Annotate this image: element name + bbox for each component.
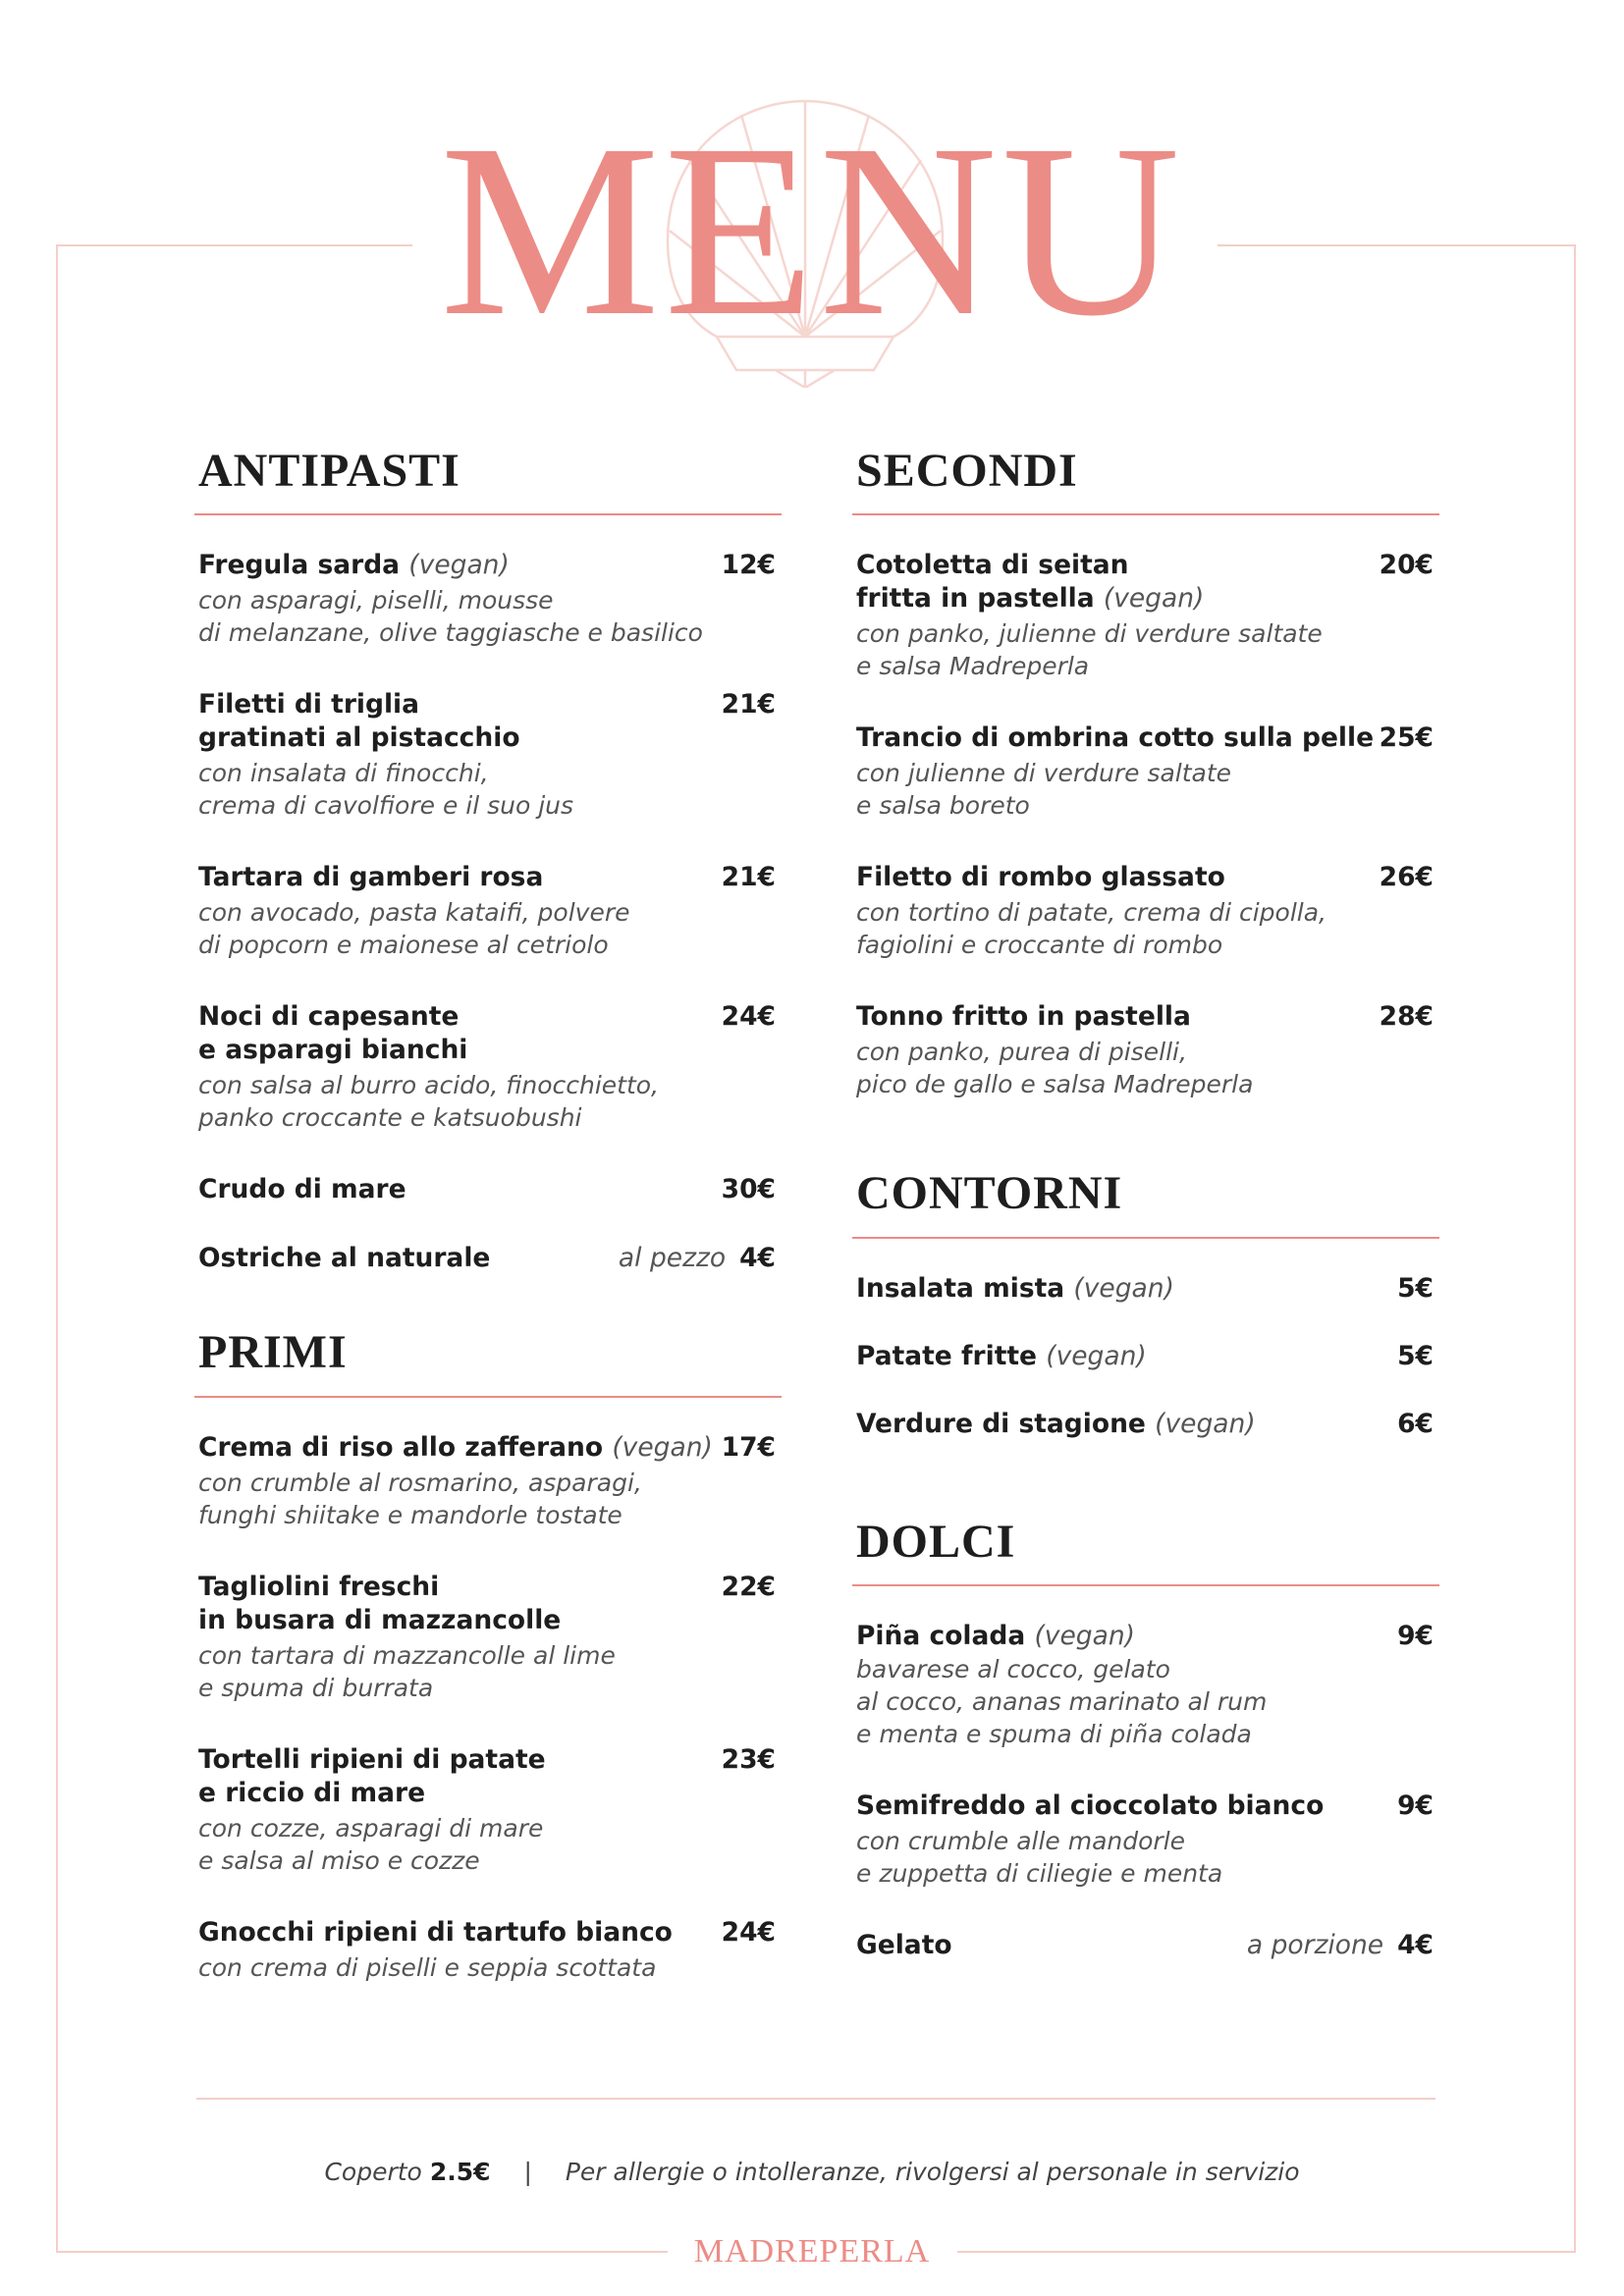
dish-description: funghi shiitake e mandorle tostate [198, 1500, 623, 1529]
section-title-contorni: CONTORNI [856, 1167, 1123, 1220]
coperto-label: Coperto [324, 2158, 422, 2186]
dish-price: 24€ [721, 1916, 776, 1948]
dish-name: Filetti di triglia [198, 689, 420, 721]
dish-name-line2: e asparagi bianchi [198, 1035, 468, 1066]
dish-price: 30€ [721, 1174, 776, 1205]
menu-item [194, 688, 782, 822]
price-unit: al pezzo [618, 1243, 727, 1274]
dish-price: 22€ [721, 1571, 776, 1602]
dish-description: bavarese al cocco, gelato [856, 1655, 1170, 1684]
dish-price: 20€ [1379, 550, 1434, 581]
dish-price: 23€ [721, 1743, 776, 1775]
dish-price: 12€ [721, 550, 776, 581]
section-divider [852, 513, 1439, 515]
dish-description: con crumble alle mandorle [856, 1827, 1186, 1856]
dish-name: Tartara di gamberi rosa [198, 862, 544, 893]
menu-item [194, 1743, 782, 1877]
dish-price: 24€ [721, 1001, 776, 1033]
footer-separator: | [523, 2158, 532, 2186]
dish-description: al cocco, ananas marinato al rum [856, 1687, 1268, 1717]
dish-description: con panko, julienne di verdure saltate [856, 619, 1323, 649]
section-title-secondi: SECONDI [856, 445, 1078, 497]
dish-name-line2: e riccio di mare [198, 1777, 426, 1808]
dish-name: Gelato [856, 1930, 952, 1961]
vegan-label: (vegan) [1155, 1408, 1256, 1439]
dish-description: con crema di piselli e seppia scottata [198, 1952, 657, 1982]
dish-name: Crudo di mare [198, 1174, 406, 1205]
menu-title: MENU [440, 92, 1184, 367]
dish-price: a porzione 4€ [1246, 1930, 1434, 1961]
dish-name: Piña colada (vegan) [856, 1621, 1135, 1652]
dish-description: con asparagi, piselli, mousse [198, 586, 554, 615]
dish-name: Verdure di stagione (vegan) [856, 1408, 1256, 1439]
price-unit: a porzione [1246, 1930, 1384, 1961]
vegan-label: (vegan) [1073, 1272, 1174, 1304]
dish-description: fagiolini e croccante di rombo [856, 931, 1223, 960]
menu-item [852, 721, 1439, 822]
right-column [852, 447, 1439, 1998]
dish-price: 5€ [1397, 1272, 1434, 1304]
dish-description: con julienne di verdure saltate [856, 759, 1232, 788]
dish-price: al pezzo 4€ [618, 1243, 776, 1274]
menu-item [194, 861, 782, 961]
antipasti-section [194, 447, 782, 1275]
menu-item [852, 1000, 1439, 1100]
menu-item [852, 1620, 1439, 1750]
dish-name: Tortelli ripieni di patate [198, 1743, 546, 1775]
section-divider [852, 1584, 1439, 1586]
menu-item [194, 1431, 782, 1531]
dish-name: Patate fritte (vegan) [856, 1340, 1147, 1371]
dish-description: con crumble al rosmarino, asparagi, [198, 1468, 642, 1497]
footer-divider [196, 2098, 1435, 2100]
dish-description: di melanzane, olive taggiasche e basilico [198, 618, 703, 648]
vegan-label: (vegan) [408, 550, 510, 581]
dish-name: Tonno fritto in pastella [856, 1001, 1191, 1033]
dish-price: 21€ [721, 689, 776, 721]
menu-item [194, 1242, 782, 1275]
dish-description: con cozze, asparagi di mare [198, 1813, 544, 1842]
dish-name: Semifreddo al cioccolato bianco [856, 1790, 1325, 1822]
dish-name: Tagliolini freschi [198, 1571, 440, 1602]
dish-name-line2: gratinati al pistacchio [198, 722, 520, 754]
dish-description: di popcorn e maionese al cetriolo [198, 931, 609, 960]
section-title-dolci: DOLCI [856, 1515, 1016, 1568]
dish-description: con tartara di mazzancolle al lime [198, 1640, 616, 1670]
dish-name: Cotoletta di seitan [856, 550, 1129, 581]
vegan-label: (vegan) [1046, 1340, 1147, 1371]
section-title-primi: PRIMI [198, 1326, 348, 1379]
dish-description: con tortino di patate, crema di cipolla, [856, 898, 1326, 928]
menu-item [852, 1789, 1439, 1890]
dish-name: Insalata mista (vegan) [856, 1272, 1174, 1304]
dish-description: pico de gallo e salsa Madreperla [856, 1070, 1254, 1099]
primi-section [194, 1328, 782, 1983]
secondi-section [852, 447, 1439, 1100]
dish-name: Ostriche al naturale [198, 1243, 491, 1274]
dish-name: Fregula sarda (vegan) [198, 550, 510, 581]
menu-item [852, 1340, 1439, 1373]
dish-description: e salsa al miso e cozze [198, 1845, 480, 1875]
dish-description: con avocado, pasta kataifi, polvere [198, 898, 630, 928]
section-divider [194, 513, 782, 515]
dish-price: 25€ [1379, 722, 1434, 754]
dish-description: e menta e spuma di piña colada [856, 1720, 1252, 1749]
contorni-section [852, 1169, 1439, 1440]
menu-item [194, 1173, 782, 1206]
dish-name: Noci di capesante [198, 1001, 460, 1033]
dish-description: panko croccante e katsuobushi [198, 1103, 582, 1133]
dish-description: con salsa al burro acido, finocchietto, [198, 1071, 660, 1100]
dish-description: e zuppetta di ciliegie e menta [856, 1859, 1223, 1889]
menu-item [194, 1571, 782, 1704]
coperto-price: 2.5€ [429, 2158, 491, 2186]
brand-name: MADREPERLA [693, 2233, 931, 2269]
dish-price: 5€ [1397, 1340, 1434, 1371]
dish-name: Crema di riso allo zafferano (vegan) [198, 1431, 713, 1463]
dish-name-line2: in busara di mazzancolle [198, 1604, 562, 1635]
menu-item [194, 549, 782, 649]
left-column [194, 447, 782, 2023]
footer-note [0, 2158, 1624, 2186]
dish-price: 28€ [1379, 1001, 1434, 1033]
menu-item [852, 1408, 1439, 1441]
menu-item [194, 1916, 782, 1984]
dish-name-line2: fritta in pastella (vegan) [856, 583, 1205, 614]
menu-item [852, 861, 1439, 961]
dish-description: e salsa boreto [856, 791, 1030, 821]
allergy-note: Per allergie o intolleranze, rivolgersi al personale in servizio [565, 2158, 1300, 2186]
menu-item [852, 549, 1439, 682]
menu-item [194, 1000, 782, 1134]
dish-price: 26€ [1379, 862, 1434, 893]
dish-description: e spuma di burrata [198, 1673, 434, 1702]
section-divider [194, 1396, 782, 1398]
vegan-label: (vegan) [1103, 583, 1205, 614]
dish-price: 9€ [1397, 1621, 1434, 1652]
dish-description: e salsa Madreperla [856, 652, 1090, 681]
section-title-antipasti: ANTIPASTI [198, 445, 460, 497]
dish-name: Trancio di ombrina cotto sulla pelle [856, 722, 1375, 754]
dish-price: 6€ [1397, 1408, 1434, 1439]
dish-description: crema di cavolfiore e il suo jus [198, 791, 574, 821]
dolci-section [852, 1515, 1439, 1962]
dish-price: 9€ [1397, 1790, 1434, 1822]
dish-description: con panko, purea di piselli, [856, 1038, 1187, 1067]
dish-description: con insalata di finocchi, [198, 759, 489, 788]
menu-item [852, 1929, 1439, 1962]
dish-price: 17€ [721, 1431, 776, 1463]
dish-name: Gnocchi ripieni di tartufo bianco [198, 1916, 673, 1948]
dish-name: Filetto di rombo glassato [856, 862, 1225, 893]
dish-price: 21€ [721, 862, 776, 893]
section-divider [852, 1237, 1439, 1239]
menu-item [852, 1272, 1439, 1306]
vegan-label: (vegan) [612, 1431, 713, 1463]
vegan-label: (vegan) [1034, 1621, 1135, 1652]
